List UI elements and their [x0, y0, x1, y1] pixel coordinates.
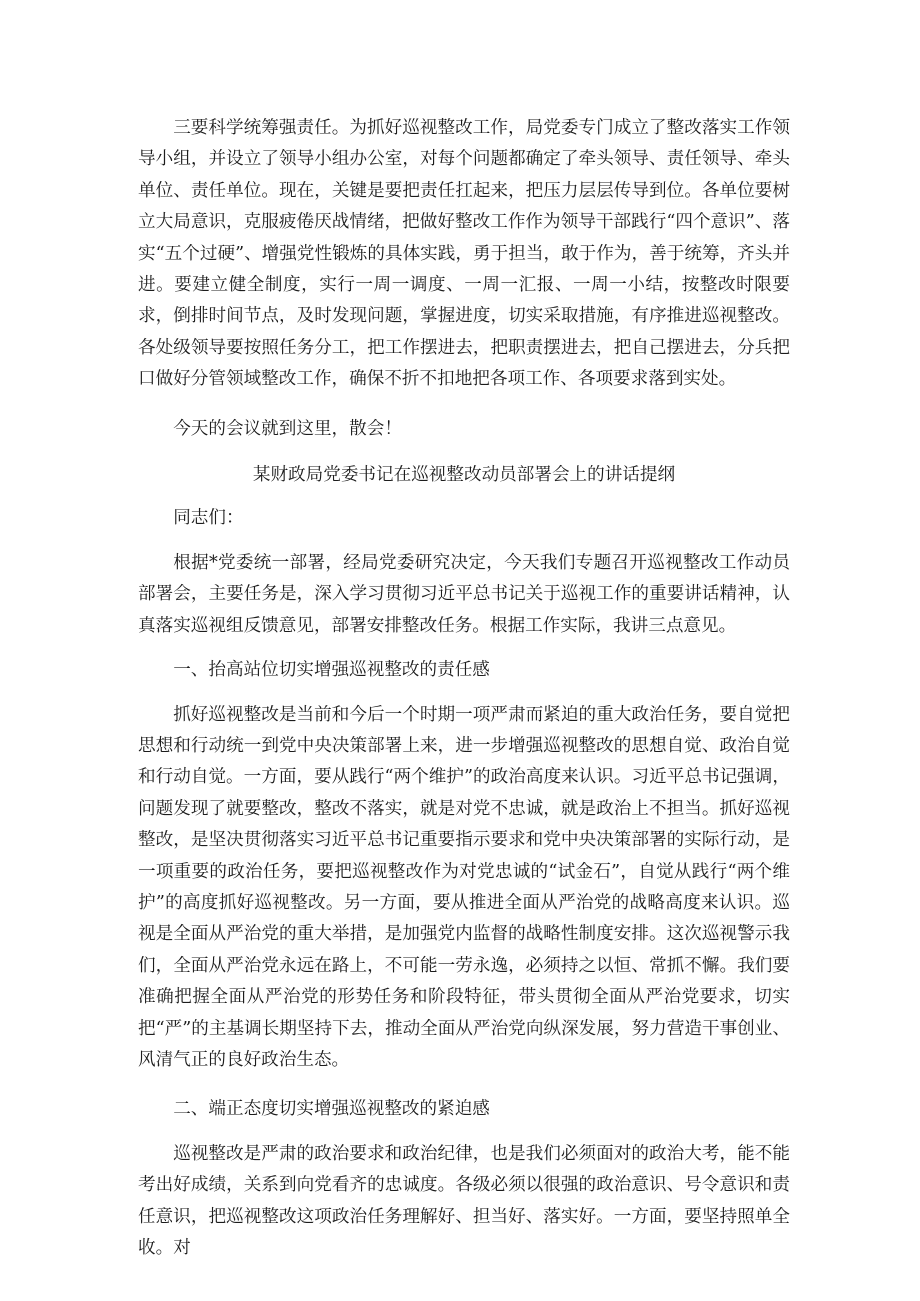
paragraph-responsibility: 三要科学统筹强责任。为抓好巡视整改工作，局党委专门成立了整改落实工作领导小组，并设立了领导小组办公室，对每个问题都确定了牵头领导、责任领导、牵头单位、责任单位。现在，关键是要把责任扛起来，把压力层层传导到位。各单位要树立大局意识，克服疲倦厌战情绪，把做好整改工作作为领导干部践行“四个意识”、落实“五个过硬”、增强党性锻炼的具体实践，勇于担当，敢于作为，善于统筹，齐头并进。要建立健全制度，实行一周一调度、一周一汇报、一周一小结，按整改时限要求，倒排时间节点，及时发现问题，掌握进度，切实采取措施，有序推进巡视整改。各处级领导要按照任务分工，把工作摆进去，把职责摆进去，把自己摆进去，分兵把口做好分管领域整改工作，确保不折不扣地把各项工作、各项要求落到实处。	[138, 118, 790, 390]
salutation: 同志们：	[173, 508, 244, 529]
paragraph-adjourn: 今天的会议就到这里，散会！	[173, 418, 402, 439]
section-heading-2: 二、端正态度切实增强巡视整改的紧迫感	[173, 1099, 490, 1120]
paragraph-intro: 根据*党委统一部署，经局党委研究决定，今天我们专题召开巡视整改工作动员部署会，主要任务是，深入学习贯彻习近平总书记关于巡视工作的重要讲话精神，认真落实巡视组反馈意见，部署安排整改任务。根据工作实际，我讲三点意见。	[138, 552, 790, 636]
paragraph-section-1: 抓好巡视整改是当前和今后一个时期一项严肃而紧迫的重大政治任务，要自觉把思想和行动统一到党中央决策部署上来，进一步增强巡视整改的思想自觉、政治自觉和行动自觉。一方面，要从践行“两个维护”的政治高度来认识。习近平总书记强调，问题发现了就要整改，整改不落实，就是对党不忠诚，就是政治上不担当。抓好巡视整改，是坚决贯彻落实习近平总书记重要指示要求和党中央决策部署的实际行动，是一项重要的政治任务，要把巡视整改作为对党忠诚的“试金石”，自觉从践行“两个维护”的高度抓好巡视整改。另一方面，要从推进全面从严治党的战略高度来认识。巡视是全面从严治党的重大举措，是加强党内监督的战略性制度安排。这次巡视警示我们，全面从严治党永远在路上，不可能一劳永逸，必须持之以恒、常抓不懈。我们要准确把握全面从严治党的形势任务和阶段特征，带头贯彻全面从严治党要求，切实把“严”的主基调长期坚持下去，推动全面从严治党向纵深发展，努力营造干事创业、风清气正的良好政治生态。	[138, 704, 790, 1070]
speech-title: 某财政局党委书记在巡视整改动员部署会上的讲话提纲	[252, 465, 676, 486]
paragraph-section-2: 巡视整改是严肃的政治要求和政治纪律，也是我们必须面对的政治大考，能不能考出好成绩，关系到向党看齐的忠诚度。各级必须以很强的政治意识、号令意识和责任意识，把巡视整改这项政治任务理解好、担当好、落实好。一方面，要坚持照单全收。对	[138, 1143, 790, 1258]
section-heading-1: 一、抬高站位切实增强巡视整改的责任感	[173, 660, 490, 681]
document-page	[138, 113, 790, 1264]
